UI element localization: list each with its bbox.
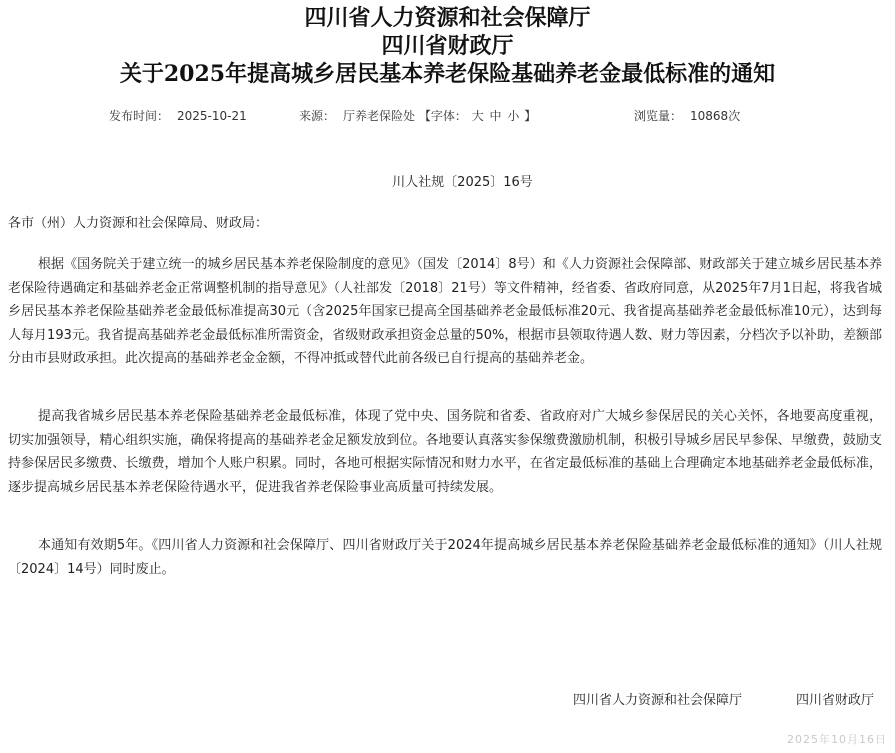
publish-date xyxy=(109,107,247,124)
font-size-open: 【字体： xyxy=(418,109,467,123)
paragraph-1: 根据《国务院关于建立统一的城乡居民基本养老保险制度的意见》（国发〔2014〕8号）和《人力资源社会保障部、财政部关于建立城乡居民基本养老保险待遇确定和基础养老金正常调整机制的指导意见》（人社部发〔2018〕21号）等文件精神，经省委、省政府同意，从2025年7月1日起，将我省城乡居民基本养老保险基础养老金最低标准提高30元（含2025年国家已提高全国基础养老金最低标准20元、我省提高基础养老金最低标准10元），达到每人每月193元。我省提高基础养老金最低标准所需资金，省级财政承担资金总量的50%，根据市县领取待遇人数、财力等因素，分档次予以补助，差额部分由市县财政承担。此次提高的基础养老金金额，不得冲抵或替代此前各级已自行提高的基础养老金。 xyxy=(8,257,882,367)
salutation: 各市（州）人力资源和社会保障局、财政局： xyxy=(8,216,269,231)
font-size-medium-button[interactable]: 中 xyxy=(489,109,502,123)
view-count-label: 浏览量： xyxy=(634,109,683,123)
title-line-1: 四川省人力资源和社会保障厅 xyxy=(304,5,591,31)
document-number: 川人社规〔2025〕16号 xyxy=(392,175,533,190)
source-info xyxy=(299,107,536,124)
publish-date-label: 发布时间： xyxy=(109,109,170,123)
font-size-small-button[interactable]: 小 xyxy=(507,109,520,123)
view-count-value: 10868次 xyxy=(690,109,741,123)
signature-hrss: 四川省人力资源和社会保障厅 xyxy=(573,693,743,708)
paragraph-2: 提高我省城乡居民基本养老保险基础养老金最低标准，体现了党中央、国务院和省委、省政府对广大城乡参保居民的关心关怀，各地要高度重视，切实加强领导，精心组织实施，确保将提高的基础养老金足额发放到位。各地要认真落实参保缴费激励机制，积极引导城乡居民早参保、早缴费，鼓励支持参保居民多缴费、长缴费，增加个人账户积累。同时，各地可根据实际情况和财力水平，在省定最低标准的基础上合理确定本地基础养老金最低标准，逐步提高城乡居民基本养老保险待遇水平，促进我省养老保险事业高质量可持续发展。 xyxy=(8,409,882,495)
title-block xyxy=(0,4,895,88)
meta-bar xyxy=(0,105,895,125)
paragraph-3: 本通知有效期5年。《四川省人力资源和社会保障厅、四川省财政厅关于2024年提高城乡居民基本养老保险基础养老金最低标准的通知》（川人社规〔2024〕14号）同时废止。 xyxy=(8,538,882,577)
title-line-2: 四川省财政厅 xyxy=(381,33,514,59)
font-size-close: 】 xyxy=(524,109,537,123)
publish-date-value: 2025-10-21 xyxy=(177,109,247,123)
signature-finance: 四川省财政厅 xyxy=(796,693,875,708)
view-count xyxy=(634,107,740,124)
source-label: 来源： xyxy=(299,109,336,123)
source-value: 厅养老保险处 xyxy=(343,109,416,123)
date-watermark: 2025年10月16日 xyxy=(787,733,887,746)
title-line-3: 关于2025年提高城乡居民基本养老保险基础养老金最低标准的通知 xyxy=(119,61,776,87)
font-size-large-button[interactable]: 大 xyxy=(471,109,484,123)
